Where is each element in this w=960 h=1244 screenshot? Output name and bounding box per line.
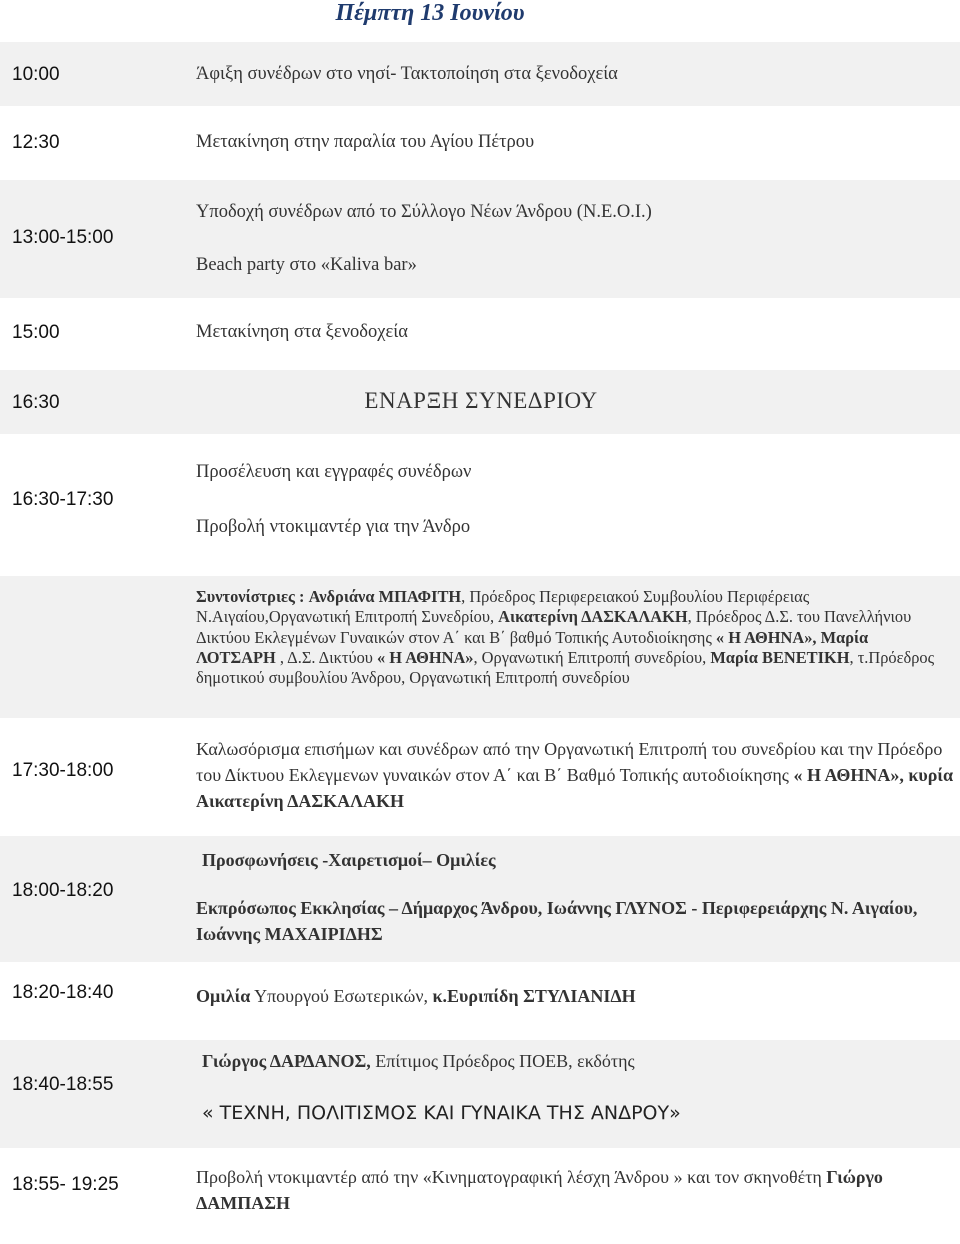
coordinators-text: Συντονίστριες : Ανδριάνα ΜΠΑΦΙΤΗ, Πρόεδρος Περιφερειακού Συμβουλίου Περιφέρειας Ν.Αιγαίου,Οργανωτική Επιτροπή Συνεδρίου, Αικατερίνη ΔΑΣΚΑΛΑΚΗ, Πρόεδρος Δ.Σ. του Πανελλήνιου Δικτύου Εκλεγμένων Γυναικών στον Α΄ και Β΄ βαθμό Τοπικής Αυτοδιοίκησης « Η ΑΘΗΝΑ», Μαρία ΛΟΤΣΑΡΗ , Δ.Σ. Δικτύου « Η ΑΘΗΝΑ», Οργανωτική Επιτροπή συνεδρίου, Μαρία ΒΕΝΕΤΙΚΗ, τ.Πρόεδρος δημοτικού συμβουλίου Άνδρου, Οργανωτική Επιτροπή συνεδρίου	[196, 587, 935, 688]
event-text: Μετακίνηση στην παραλία του Αγίου Πέτρου	[196, 132, 535, 152]
schedule-row	[0, 1158, 960, 1228]
event-text: Beach party στο «Kaliva bar»	[196, 255, 417, 275]
time-label: 13:00-15:00	[12, 227, 114, 248]
event-text: Άφιξη συνέδρων στο νησί- Τακτοποίηση στα ξενοδοχεία	[196, 64, 618, 84]
event-text: Προσέλευση και εγγραφές συνέδρων	[196, 462, 472, 482]
time-label: 18:55- 19:25	[12, 1174, 119, 1195]
schedule-row	[0, 110, 960, 174]
event-text: Ομιλία Υπουργού Εσωτερικών, κ.Ευριπίδη ΣΤΥΛΙΑΝΙΔΗ	[196, 986, 636, 1006]
schedule-row	[0, 440, 960, 558]
event-text: Καλωσόρισμα επισήμων και συνέδρων από την Οργανωτική Επιτροπή του συνεδρίου και την Πρόεδρο του Δίκτυου Εκλεγμενων γυναικών στον Α΄ και Β΄ Βαθμό Τοπικής αυτοδιοίκησης « Η ΑΘΗΝΑ», κυρία Αικατερίνη ΔΑΣΚΑΛΑΚΗ	[196, 739, 953, 811]
time-label: 15:00	[12, 322, 60, 343]
schedule-row	[0, 728, 960, 828]
schedule-row	[0, 966, 960, 1026]
time-label: 16:30	[12, 392, 60, 413]
time-label: 12:30	[12, 132, 60, 153]
schedule-row	[0, 180, 960, 298]
time-label: 18:40-18:55	[12, 1074, 114, 1095]
schedule-row	[0, 1040, 960, 1148]
time-label: 18:00-18:20	[12, 880, 114, 901]
event-text: Προβολή ντοκιμαντέρ για την Άνδρο	[196, 517, 471, 537]
event-subtitle: « ΤΕΧΝΗ, ΠΟΛΙΤΙΣΜΟΣ ΚΑΙ ΓΥΝΑΙΚΑ ΤΗΣ ΑΝΔΡΟΥ»	[202, 1102, 681, 1124]
page-title: Πέμπτη 13 Ιουνίου	[335, 0, 525, 26]
schedule-row	[0, 836, 960, 962]
schedule-row	[0, 576, 960, 718]
event-heading: Προσφωνήσεις -Χαιρετισμοί– Ομιλίες	[202, 850, 496, 870]
event-text: Υποδοχή συνέδρων από το Σύλλογο Νέων Άνδρου (Ν.Ε.Ο.Ι.)	[196, 202, 652, 222]
time-label: 10:00	[12, 64, 60, 85]
event-text: Γιώργος ΔΑΡΔΑΝΟΣ, Επίτιμος Πρόεδρος ΠΟΕΒ, εκδότης	[202, 1051, 635, 1071]
time-label: 18:20-18:40	[12, 982, 114, 1003]
section-heading: ΕΝΑΡΞΗ ΣΥΝΕΔΡΙΟΥ	[364, 388, 598, 413]
time-label: 17:30-18:00	[12, 760, 114, 781]
time-label: 16:30-17:30	[12, 489, 114, 510]
event-text: Εκπρόσωπος Εκκλησίας – Δήμαρχος Άνδρου, Ιωάννης ΓΛΥΝΟΣ - Περιφερειάρχης Ν. Αιγαίου, Ιωάννης ΜΑΧΑΙΡΙΔΗΣ	[196, 898, 918, 944]
schedule-row	[0, 370, 960, 434]
event-text: Μετακίνηση στα ξενοδοχεία	[196, 322, 408, 342]
schedule-row	[0, 302, 960, 366]
event-text: Προβολή ντοκιμαντέρ από την «Κινηματογραφική λέσχη Άνδρου » και τον σκηνοθέτη Γιώργο ΔΑΜΠΑΣΗ	[196, 1167, 883, 1213]
schedule-row	[0, 42, 960, 106]
